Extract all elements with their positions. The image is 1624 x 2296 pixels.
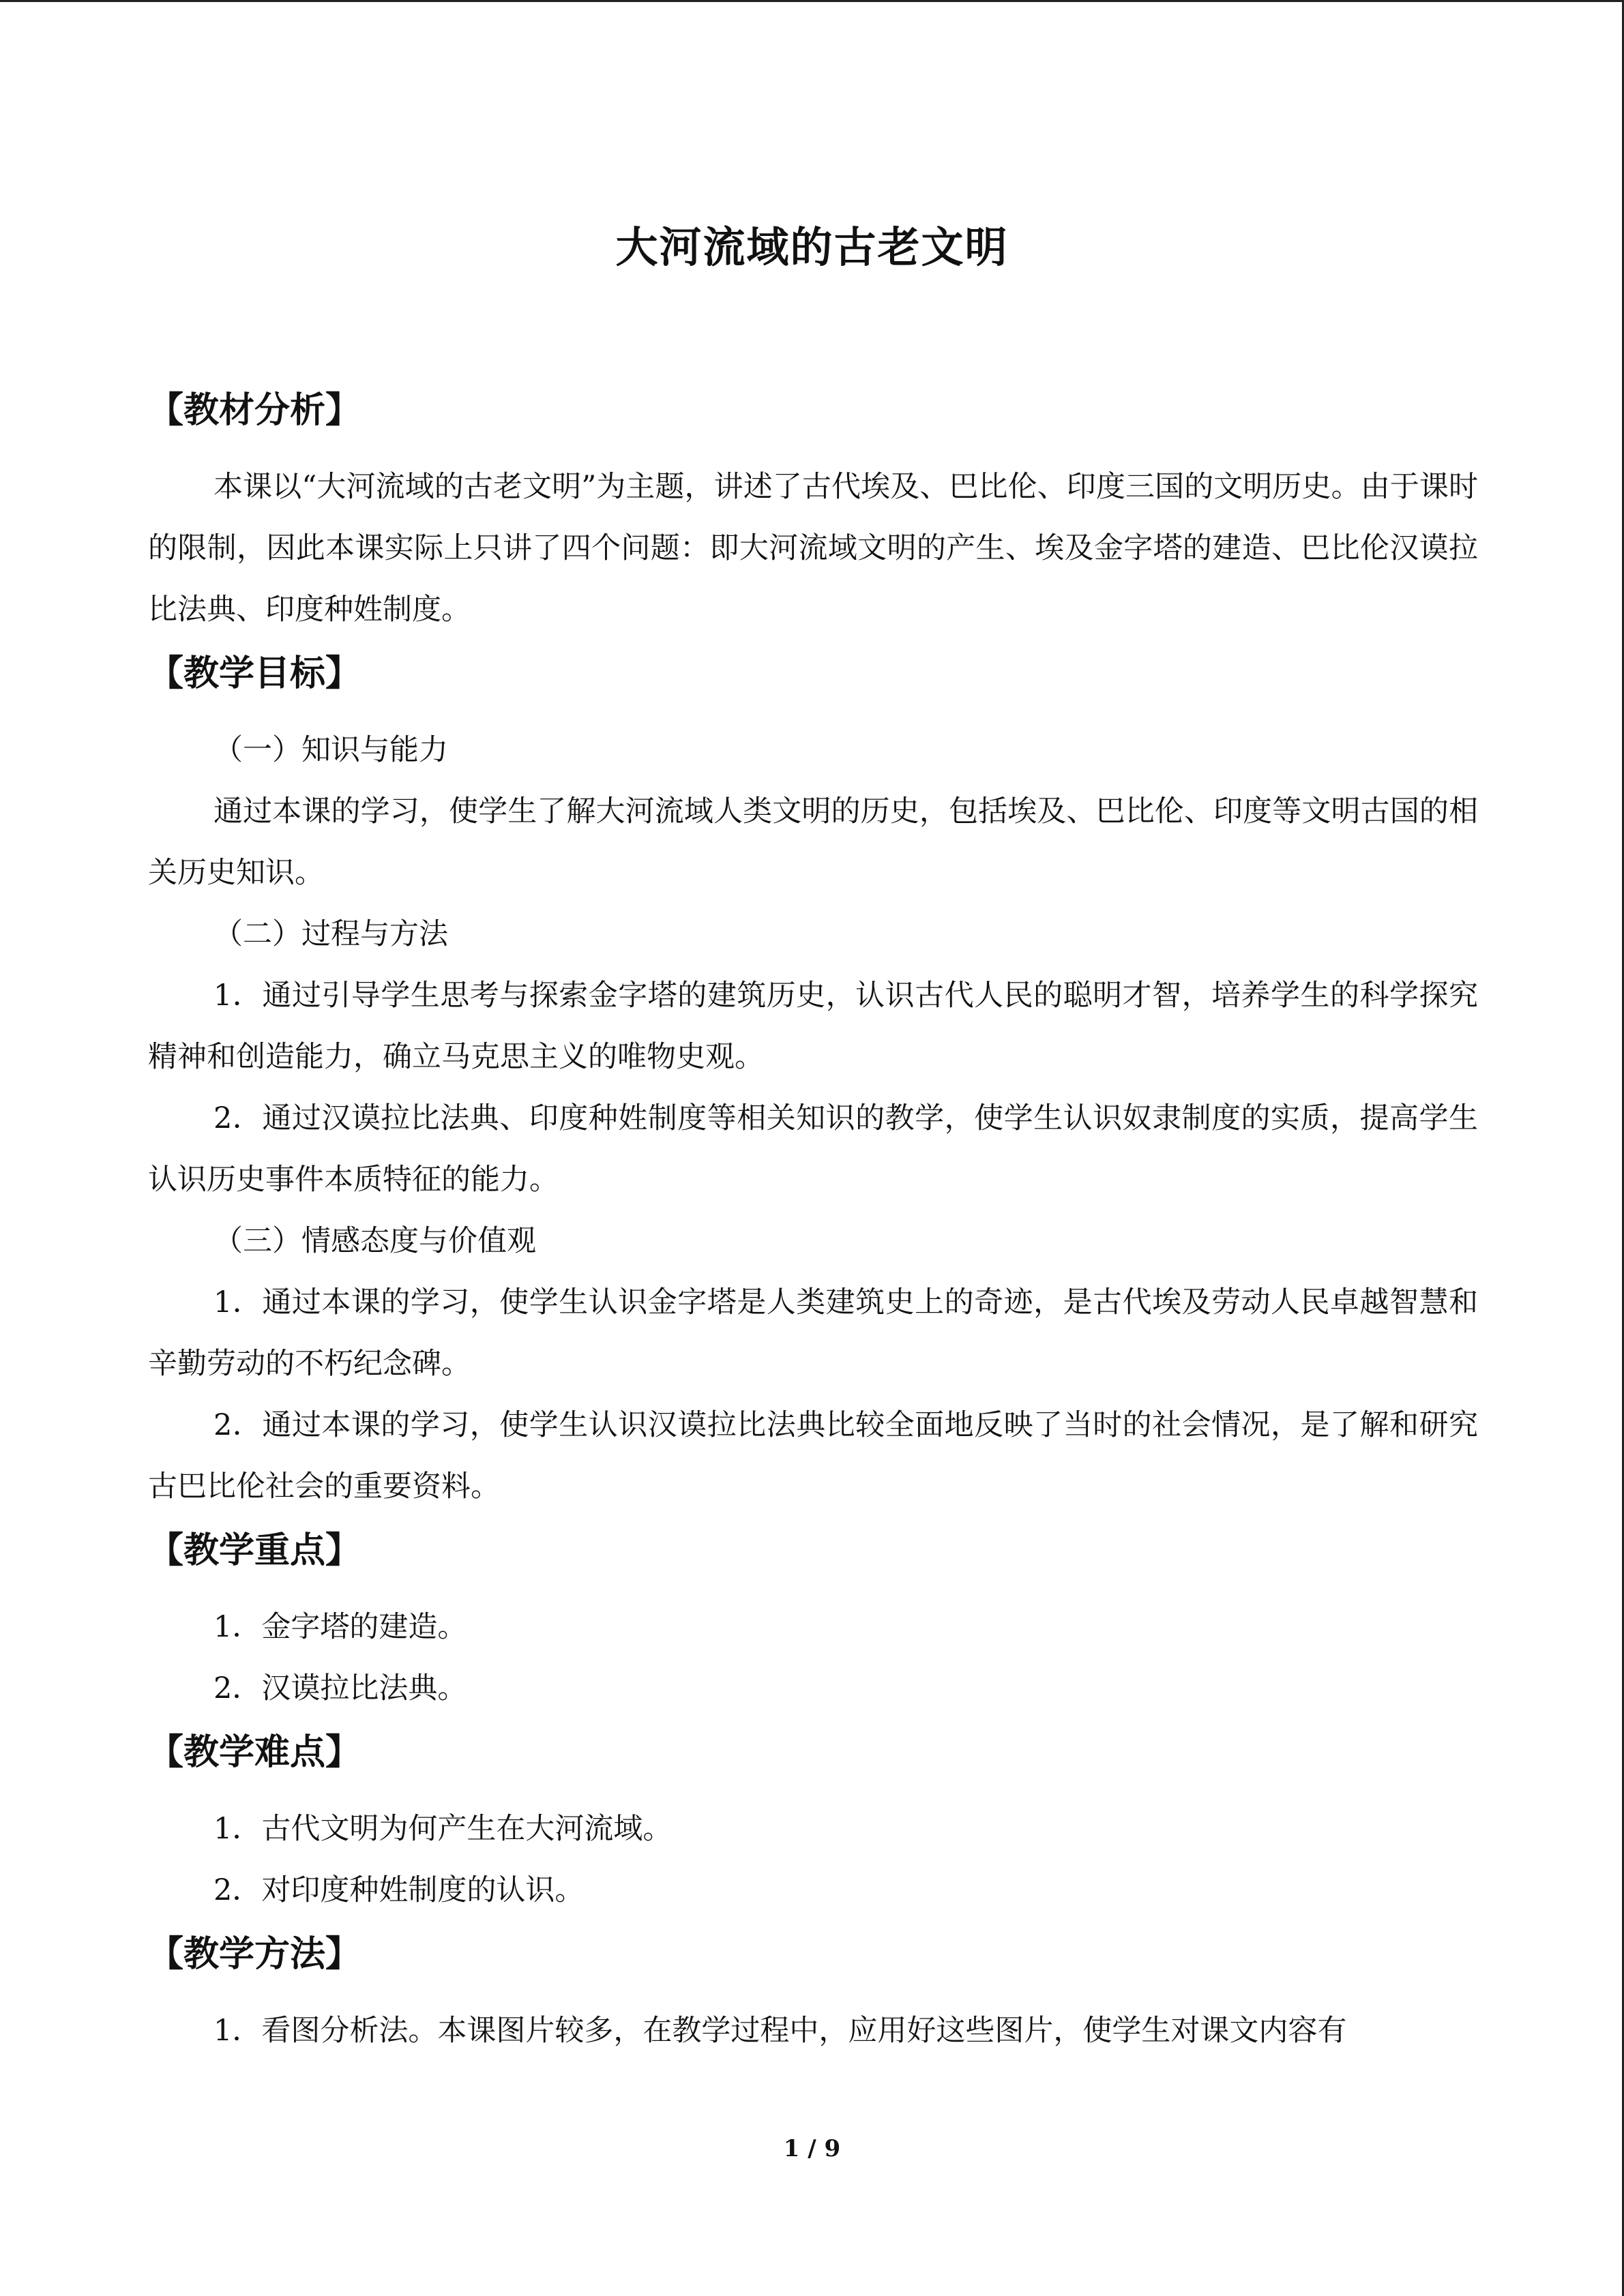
section-heading-key-points: 【教学重点】 xyxy=(148,1530,361,1571)
goals-process-item-2: 2．通过汉谟拉比法典、印度种姓制度等相关知识的教学，使学生认识奴隶制度的实质，提高学生认识历史事件本质特征的能力。 xyxy=(148,1101,1478,1197)
key-point-item: 2．汉谟拉比法典。 xyxy=(213,1671,467,1705)
goals-values-item-1: 1．通过本课的学习，使学生认识金字塔是人类建筑史上的奇迹，是古代埃及劳动人民卓越智慧和辛勤劳动的不朽纪念碑。 xyxy=(148,1285,1478,1381)
section-heading-analysis: 【教材分析】 xyxy=(148,390,361,431)
key-point-item: 1．金字塔的建造。 xyxy=(213,1610,467,1644)
goals-subheading-process: （二）过程与方法 xyxy=(213,917,448,951)
goals-subheading-knowledge: （一）知识与能力 xyxy=(213,733,448,767)
goals-subheading-values: （三）情感态度与价值观 xyxy=(213,1224,536,1258)
document-body xyxy=(148,384,1478,2061)
section-heading-methods: 【教学方法】 xyxy=(148,1934,361,1975)
section-heading-goals: 【教学目标】 xyxy=(148,653,361,694)
goals-process-item-1: 1．通过引导学生思考与探索金字塔的建筑历史，认识古代人民的聪明才智，培养学生的科学探究精神和创造能力，确立马克思主义的唯物史观。 xyxy=(148,979,1478,1074)
methods-item-1: 1．看图分析法。本课图片较多，在教学过程中，应用好这些图片，使学生对课文内容有 xyxy=(213,2014,1347,2048)
difficulty-item: 2．对印度种姓制度的认识。 xyxy=(213,1873,585,1907)
analysis-paragraph: 本课以“大河流域的古老文明”为主题，讲述了古代埃及、巴比伦、印度三国的文明历史。由于课时的限制，因此本课实际上只讲了四个问题：即大河流域文明的产生、埃及金字塔的建造、巴比伦汉谟拉比法典、印度种姓制度。 xyxy=(148,470,1478,627)
goals-knowledge-paragraph: 通过本课的学习，使学生了解大河流域人类文明的历史，包括埃及、巴比伦、印度等文明古国的相关历史知识。 xyxy=(148,794,1478,890)
goals-values-item-2: 2．通过本课的学习，使学生认识汉谟拉比法典比较全面地反映了当时的社会情况，是了解和研究古巴比伦社会的重要资料。 xyxy=(148,1408,1478,1504)
difficulty-item: 1．古代文明为何产生在大河流域。 xyxy=(213,1812,673,1846)
section-heading-difficulties: 【教学难点】 xyxy=(148,1732,361,1773)
document-title: 大河流域的古老文明 xyxy=(615,222,1009,272)
page-number: 1 / 9 xyxy=(783,2135,841,2162)
